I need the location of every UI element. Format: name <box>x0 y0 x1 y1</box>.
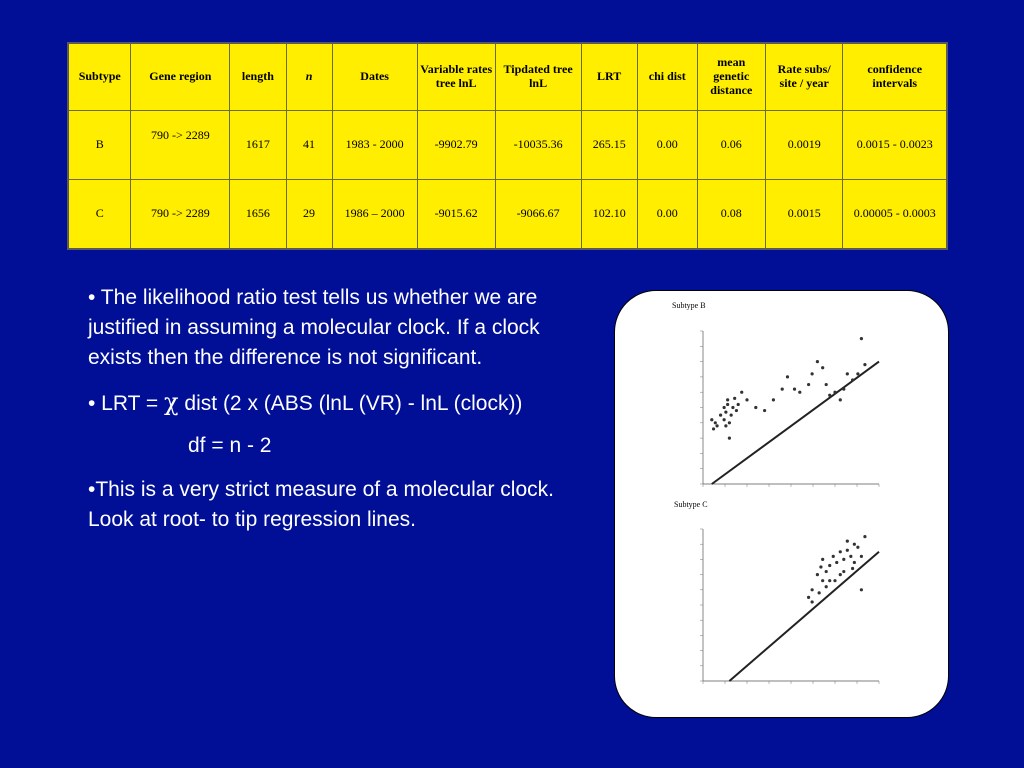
header-confidence-intervals: confidence intervals <box>843 43 947 111</box>
plot-b-point <box>710 418 713 421</box>
cell-gene-region: 790 -> 2289 <box>131 180 230 250</box>
plot-c-point <box>851 567 854 570</box>
header-chi-dist: chi dist <box>637 43 697 111</box>
bullet-lrt-formula <box>88 387 568 419</box>
plot-b-point <box>842 388 845 391</box>
cell-confidence-intervals: 0.0015 - 0.0023 <box>843 111 947 180</box>
cell-dates: 1986 – 2000 <box>332 180 417 250</box>
plot-c-regression-line <box>729 552 879 681</box>
bullet-strict-measure: •This is a very strict measure of a molecular clock. Look at root- to tip regression lines. <box>88 478 554 531</box>
plot-b-point <box>825 383 828 386</box>
plot-c-point <box>825 585 828 588</box>
plot-b-point <box>737 403 740 406</box>
results-table <box>67 42 948 250</box>
chi-symbol: χ <box>164 388 179 416</box>
plot-c-point <box>835 561 838 564</box>
lrt-formula-rest: dist (2 x (ABS (lnL (VR) - lnL (clock)) <box>178 392 523 415</box>
plot-c-point <box>860 555 863 558</box>
cell-rate-subs: 0.0019 <box>765 111 843 180</box>
header-n: n <box>286 43 332 111</box>
cell-length: 1656 <box>230 180 286 250</box>
plot-title-subtype-c: Subtype C <box>674 500 708 509</box>
plot-c-point <box>825 570 828 573</box>
table-header-row <box>68 43 947 111</box>
df-formula: df = n - 2 <box>188 434 272 457</box>
plot-c-point <box>828 579 831 582</box>
plot-c-point <box>821 579 824 582</box>
bullet-list <box>88 283 568 547</box>
plot-c-point <box>828 564 831 567</box>
plot-b-point <box>728 421 731 424</box>
plot-b-point <box>798 391 801 394</box>
plot-c-point <box>853 561 856 564</box>
plot-c-point <box>846 549 849 552</box>
cell-mean-genetic-distance: 0.06 <box>697 111 765 180</box>
cell-n: 29 <box>286 180 332 250</box>
plot-c-point <box>811 600 814 603</box>
plot-b-point <box>772 398 775 401</box>
plot-title-subtype-b: Subtype B <box>672 301 706 310</box>
plot-b-point <box>723 406 726 409</box>
header-variable-rates-lnl: Variable rates tree lnL <box>417 43 495 111</box>
plot-c-point <box>807 596 810 599</box>
plot-b-point <box>860 337 863 340</box>
plot-b-point <box>856 372 859 375</box>
plot-b-point <box>807 383 810 386</box>
plot-b-point <box>839 398 842 401</box>
table-row <box>68 180 947 250</box>
plot-c-point <box>818 591 821 594</box>
plot-c-point <box>811 588 814 591</box>
plot-b-point <box>728 437 731 440</box>
cell-lrt: 265.15 <box>581 111 637 180</box>
plot-b-point <box>724 410 727 413</box>
cell-gene-region-text: 790 -> 2289 <box>150 128 210 143</box>
cell-subtype: B <box>68 111 131 180</box>
plot-c-point <box>821 558 824 561</box>
regression-plots-panel <box>614 290 949 718</box>
cell-lrt: 102.10 <box>581 180 637 250</box>
plot-b-point <box>745 398 748 401</box>
plot-b-point <box>731 406 734 409</box>
header-dates: Dates <box>332 43 417 111</box>
cell-subtype: C <box>68 180 131 250</box>
cell-chi-dist: 0.00 <box>637 180 697 250</box>
cell-variable-rates-lnl: -9902.79 <box>417 111 495 180</box>
plot-c-point <box>833 579 836 582</box>
plot-b-point <box>863 363 866 366</box>
cell-n: 41 <box>286 111 332 180</box>
plot-c-point <box>842 558 845 561</box>
plot-b-point <box>828 394 831 397</box>
cell-confidence-intervals: 0.00005 - 0.0003 <box>843 180 947 250</box>
bullet-lrt-explanation: • The likelihood ratio test tells us whether we are justified in assuming a molecular clock. If a clock exists then the difference is not significant. <box>88 286 540 369</box>
cell-rate-subs: 0.0015 <box>765 180 843 250</box>
cell-gene-region <box>131 111 230 180</box>
plot-c-point <box>819 565 822 568</box>
plot-c-point <box>856 546 859 549</box>
regression-plots-svg <box>615 291 948 717</box>
cell-length: 1617 <box>230 111 286 180</box>
plot-b-point <box>781 388 784 391</box>
plot-c-point <box>816 573 819 576</box>
header-tipdated-lnl: Tipdated tree lnL <box>495 43 581 111</box>
plot-b-point <box>754 406 757 409</box>
header-length: length <box>230 43 286 111</box>
plot-b-point <box>833 391 836 394</box>
plot-b-point <box>811 372 814 375</box>
plot-c-point <box>842 570 845 573</box>
cell-chi-dist: 0.00 <box>637 111 697 180</box>
plot-c-point <box>853 543 856 546</box>
plot-c-point <box>832 555 835 558</box>
header-subtype: Subtype <box>68 43 131 111</box>
plot-b-point <box>712 427 715 430</box>
plot-b-point <box>723 418 726 421</box>
cell-mean-genetic-distance: 0.08 <box>697 180 765 250</box>
plot-b-point <box>763 409 766 412</box>
plot-b-point <box>715 424 718 427</box>
plot-b-point <box>726 403 729 406</box>
plot-c-point <box>849 555 852 558</box>
plot-b-point <box>719 414 722 417</box>
plot-b-point <box>735 409 738 412</box>
lrt-formula-prefix: • LRT = <box>88 392 165 415</box>
plot-b-point <box>730 414 733 417</box>
header-gene-region: Gene region <box>131 43 230 111</box>
plot-c-point <box>860 588 863 591</box>
plot-b-point <box>821 366 824 369</box>
cell-dates: 1983 - 2000 <box>332 111 417 180</box>
cell-tipdated-lnl: -9066.67 <box>495 180 581 250</box>
plot-c-point <box>846 540 849 543</box>
plot-b-point <box>846 372 849 375</box>
plot-c-point <box>839 573 842 576</box>
plot-b-point <box>714 421 717 424</box>
plot-b-point <box>740 391 743 394</box>
table-row <box>68 111 947 180</box>
cell-variable-rates-lnl: -9015.62 <box>417 180 495 250</box>
cell-tipdated-lnl: -10035.36 <box>495 111 581 180</box>
header-lrt: LRT <box>581 43 637 111</box>
plot-b-point <box>816 360 819 363</box>
plot-b-point <box>851 378 854 381</box>
plot-b-point <box>786 375 789 378</box>
plot-b-point <box>733 397 736 400</box>
header-rate-subs: Rate subs/ site / year <box>765 43 843 111</box>
plot-b-point <box>726 398 729 401</box>
plot-b-point <box>793 388 796 391</box>
plot-c-point <box>839 550 842 553</box>
header-mean-genetic-distance: mean genetic distance <box>697 43 765 111</box>
plot-c-point <box>863 535 866 538</box>
plot-b-point <box>724 424 727 427</box>
